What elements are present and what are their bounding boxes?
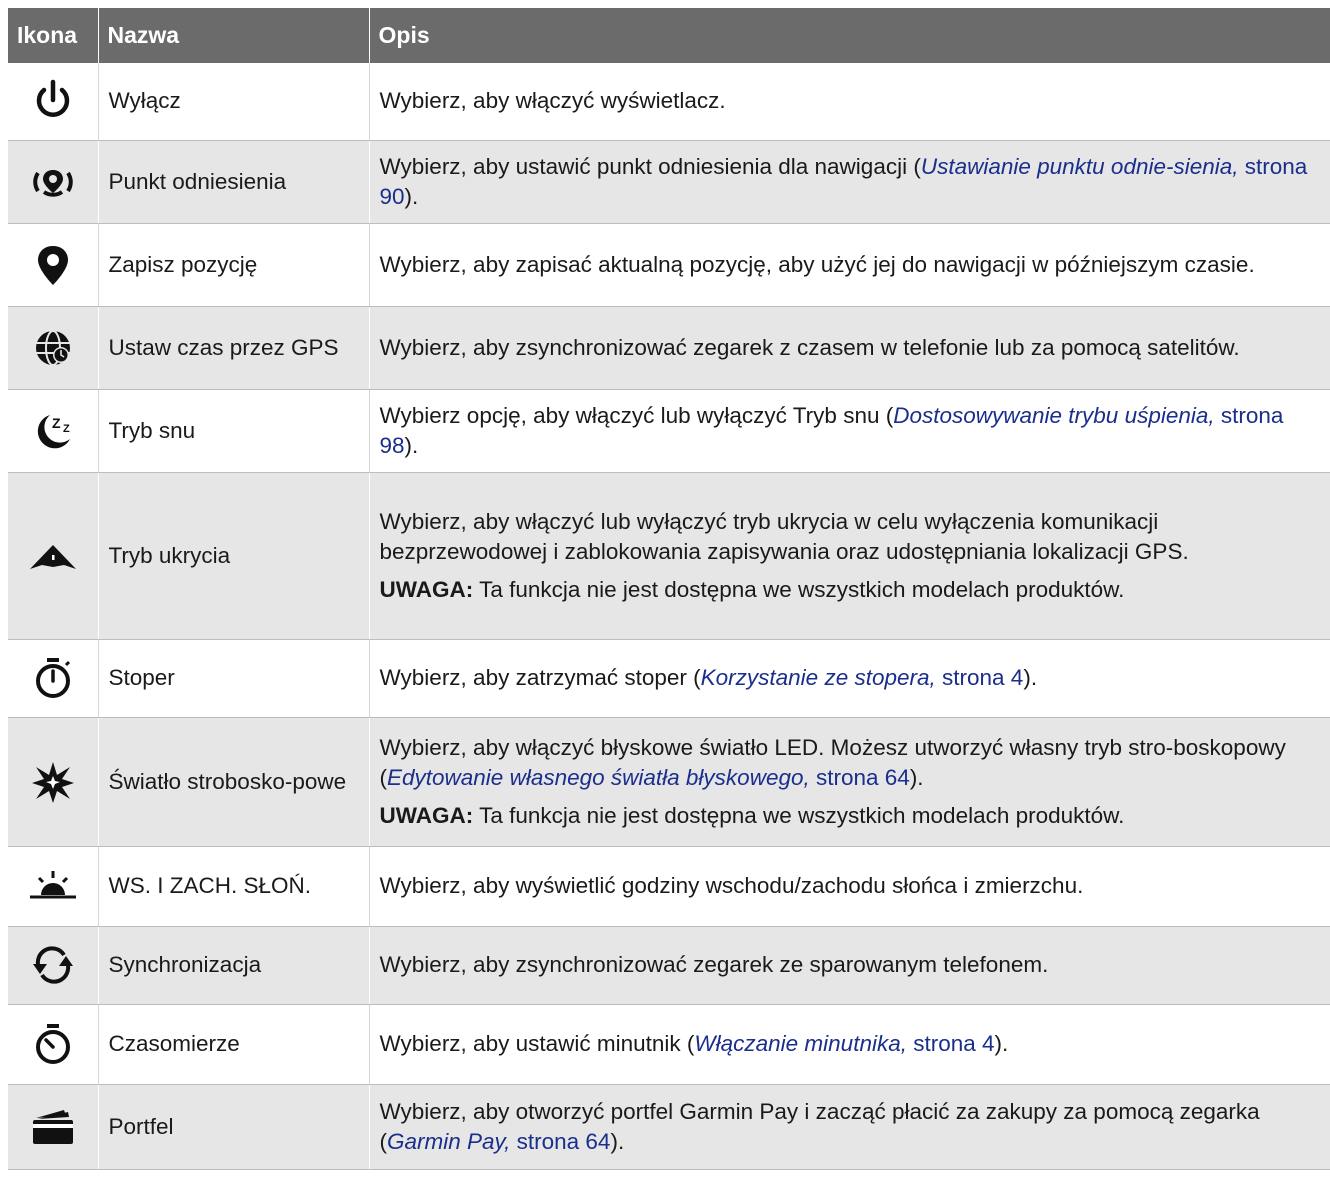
row-name: Punkt odniesienia (98, 140, 369, 223)
header-name: Nazwa (98, 8, 369, 63)
row-name: Synchronizacja (98, 926, 369, 1004)
row-description: Wybierz, aby ustawić minutnik (Włączanie minutnika, strona 4). (369, 1004, 1330, 1084)
cross-reference-link[interactable]: Korzystanie ze stopera, (700, 665, 936, 690)
row-description: Wybierz, aby zatrzymać stoper (Korzystanie ze stopera, strona 4). (369, 639, 1330, 717)
row-description: Wybierz, aby włączyć lub wyłączyć tryb ukrycia w celu wyłączenia komunikacji bezprzewodowej i zablokowania zapisywania oraz udostępniania lokalizacji GPS. UWAGA: Ta funkcja nie jest dostępna we wszystkich modelach produktów. (369, 472, 1330, 639)
page-reference[interactable]: strona 4 (935, 665, 1024, 690)
table-row (8, 1004, 1330, 1084)
reference-point-icon (28, 157, 78, 207)
row-description: Wybierz opcję, aby włączyć lub wyłączyć Tryb snu (Dostosowywanie trybu uśpienia, strona 98). (369, 389, 1330, 472)
cross-reference-link[interactable]: Dostosowywanie trybu uśpienia, (893, 402, 1215, 428)
table-row (8, 472, 1330, 639)
row-name: Stoper (98, 639, 369, 717)
table-row (8, 639, 1330, 717)
table-row (8, 1084, 1330, 1169)
header-description: Opis (369, 8, 1330, 63)
row-description: Wybierz, aby wyświetlić godziny wschodu/zachodu słońca i zmierzchu. (369, 846, 1330, 926)
row-name: Czasomierze (98, 1004, 369, 1084)
row-name: Ustaw czas przez GPS (98, 306, 369, 389)
cross-reference-link[interactable]: Edytowanie własnego światła błyskowego, (387, 764, 810, 790)
row-name: Światło strobosko-powe (98, 717, 369, 846)
table-row (8, 63, 1330, 140)
stopwatch-icon (28, 653, 78, 703)
row-description: Wybierz, aby włączyć błyskowe światło LED. Możesz utworzyć własny tryb stro-boskopowy (Edytowanie własnego światła błyskowego, strona 64). UWAGA: Ta funkcja nie jest dostępna we wszystkich modelach produktów. (369, 717, 1330, 846)
row-description: Wybierz, aby ustawić punkt odniesienia dla nawigacji (Ustawianie punktu odnie-sienia, strona 90). (369, 140, 1330, 223)
table-row (8, 306, 1330, 389)
page-reference[interactable]: strona 90 (379, 153, 1308, 209)
row-name: Zapisz pozycję (98, 223, 369, 306)
page-reference[interactable]: strona 64 (809, 764, 910, 790)
cross-reference-link[interactable]: Ustawianie punktu odnie-sienia, (920, 153, 1239, 179)
table-row (8, 223, 1330, 306)
row-name: Tryb snu (98, 389, 369, 472)
page-reference[interactable]: strona 64 (510, 1128, 611, 1154)
svg-text:Z: Z (51, 414, 61, 431)
power-icon (28, 76, 78, 126)
globe-clock-icon (28, 323, 78, 373)
note-label: UWAGA: (379, 802, 474, 828)
row-description: Wybierz, aby otworzyć portfel Garmin Pay i zacząć płacić za zakupy za pomocą zegarka (Garmin Pay, strona 64). (369, 1084, 1330, 1169)
page-reference[interactable]: strona 98 (379, 402, 1284, 458)
page-reference[interactable]: strona 4 (906, 1031, 995, 1056)
timer-icon (28, 1019, 78, 1069)
sunrise-icon (28, 861, 78, 911)
table-row (8, 846, 1330, 926)
table-row (8, 389, 1330, 472)
row-name: Tryb ukrycia (98, 472, 369, 639)
stealth-icon (28, 531, 78, 581)
row-description: Wybierz, aby zsynchronizować zegarek z czasem w telefonie lub za pomocą satelitów. (369, 306, 1330, 389)
table-row (8, 140, 1330, 223)
strobe-icon (28, 757, 78, 807)
cross-reference-link[interactable]: Włączanie minutnika, (694, 1031, 907, 1056)
header-icon: Ikona (8, 8, 98, 63)
svg-text:Z: Z (62, 422, 70, 435)
header-row (8, 8, 1330, 63)
location-pin-icon (28, 240, 78, 290)
sleep-moon-icon (28, 406, 78, 456)
table-row (8, 926, 1330, 1004)
row-name: Portfel (98, 1084, 369, 1169)
row-description: Wybierz, aby włączyć wyświetlacz. (369, 63, 1330, 140)
controls-table (8, 8, 1330, 1170)
note-label: UWAGA: (379, 576, 474, 602)
row-name: Wyłącz (98, 63, 369, 140)
row-description: Wybierz, aby zapisać aktualną pozycję, aby użyć jej do nawigacji w późniejszym czasie. (369, 223, 1330, 306)
sync-icon (28, 940, 78, 990)
row-name: WS. I ZACH. SŁOŃ. (98, 846, 369, 926)
wallet-icon (28, 1102, 78, 1152)
cross-reference-link[interactable]: Garmin Pay, (387, 1128, 511, 1154)
table-row (8, 717, 1330, 846)
row-description: Wybierz, aby zsynchronizować zegarek ze sparowanym telefonem. (369, 926, 1330, 1004)
